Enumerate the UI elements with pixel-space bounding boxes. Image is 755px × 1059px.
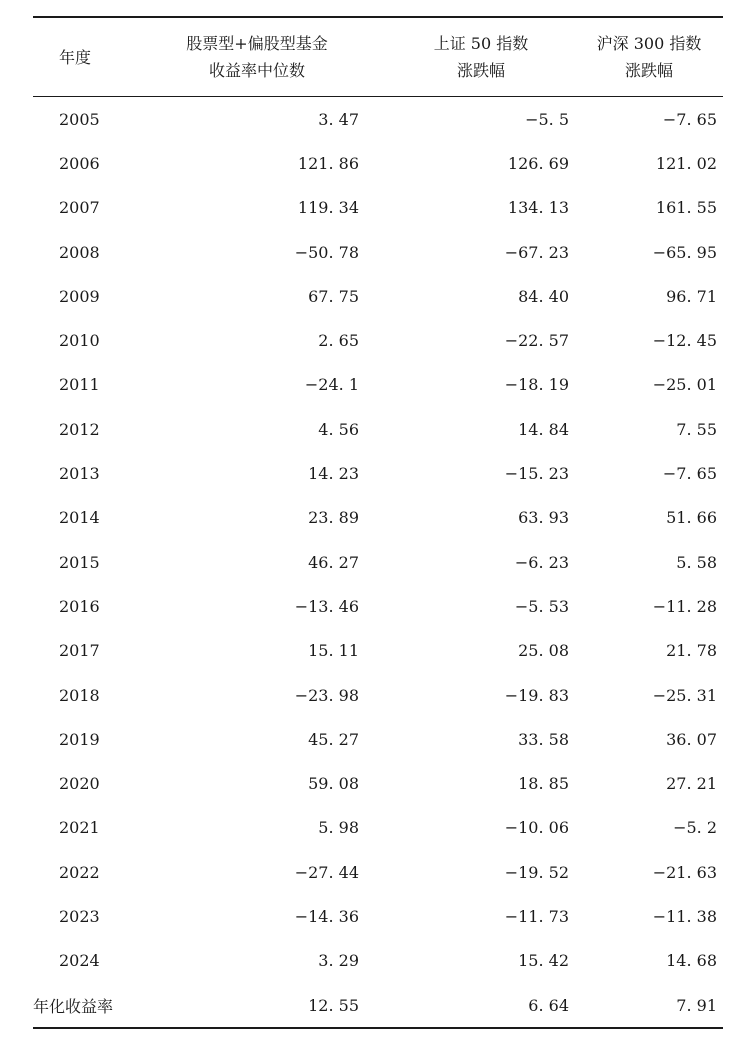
cell-csi300: −65. 95 (652, 242, 717, 262)
cell-sse50: 18. 85 (518, 774, 569, 794)
cell-csi300: 96. 71 (666, 286, 717, 306)
table-row (33, 673, 723, 717)
header-sse50-line2: 涨跌幅 (456, 61, 505, 80)
cell-csi300: −11. 28 (652, 596, 717, 616)
cell-year: 2024 (59, 951, 100, 971)
header-sse50-line1: 上证 50 指数 (433, 34, 529, 53)
table-row (33, 894, 723, 938)
cell-csi300: −7. 65 (662, 109, 717, 129)
cell-sse50: −6. 23 (514, 552, 569, 572)
cell-year: 2008 (59, 242, 100, 262)
cell-fund-median: 121. 86 (297, 153, 359, 173)
header-year-label: 年度 (59, 47, 92, 67)
cell-fund-median: 15. 11 (308, 641, 359, 661)
table-row (33, 939, 723, 983)
table-row (33, 983, 723, 1028)
table-row (33, 407, 723, 451)
cell-sse50: 84. 40 (518, 286, 569, 306)
cell-fund-median: 4. 56 (318, 419, 359, 439)
cell-fund-median: −14. 36 (294, 906, 359, 926)
cell-fund-median: 46. 27 (308, 552, 359, 572)
table-row (33, 318, 723, 362)
cell-fund-median: 14. 23 (308, 464, 359, 484)
header-row (33, 17, 723, 97)
table-row (33, 806, 723, 850)
cell-csi300: −5. 2 (673, 818, 717, 838)
cell-sse50: −15. 23 (504, 464, 569, 484)
cell-fund-median: −23. 98 (294, 685, 359, 705)
table-row (33, 274, 723, 318)
cell-year: 2022 (59, 862, 100, 882)
cell-csi300: 27. 21 (666, 774, 717, 794)
header-sse50 (363, 17, 569, 97)
cell-year: 2013 (59, 464, 100, 484)
cell-year: 2005 (59, 109, 100, 129)
cell-year: 年化收益率 (33, 996, 114, 1016)
cell-year: 2007 (59, 198, 100, 218)
cell-year: 2023 (59, 906, 100, 926)
cell-year: 2012 (59, 419, 100, 439)
cell-csi300: 51. 66 (666, 508, 717, 528)
cell-fund-median: 2. 65 (318, 331, 359, 351)
cell-year: 2019 (59, 729, 100, 749)
cell-sse50: −5. 53 (514, 596, 569, 616)
cell-sse50: 25. 08 (518, 641, 569, 661)
table-row (33, 141, 723, 185)
table-row (33, 186, 723, 230)
cell-fund-median: 23. 89 (308, 508, 359, 528)
cell-csi300: −11. 38 (652, 906, 717, 926)
cell-fund-median: 3. 47 (318, 109, 359, 129)
cell-csi300: −25. 01 (652, 375, 717, 395)
cell-sse50: −11. 73 (504, 906, 569, 926)
cell-fund-median: 5. 98 (318, 818, 359, 838)
table-body (33, 97, 723, 1029)
cell-sse50: 63. 93 (518, 508, 569, 528)
cell-fund-median: 67. 75 (308, 286, 359, 306)
header-fund-median (129, 17, 363, 97)
cell-sse50: −5. 5 (525, 109, 569, 129)
cell-year: 2011 (59, 375, 100, 395)
cell-csi300: 5. 58 (676, 552, 717, 572)
cell-csi300: −7. 65 (662, 464, 717, 484)
cell-fund-median: 45. 27 (308, 729, 359, 749)
cell-year: 2021 (59, 818, 100, 838)
table-row (33, 496, 723, 540)
cell-sse50: 15. 42 (518, 951, 569, 971)
table-row (33, 230, 723, 274)
cell-csi300: 14. 68 (666, 951, 717, 971)
table-row (33, 363, 723, 407)
table-header (33, 17, 723, 97)
table-row (33, 584, 723, 628)
cell-year: 2009 (59, 286, 100, 306)
cell-csi300: −21. 63 (652, 862, 717, 882)
cell-sse50: −22. 57 (504, 331, 569, 351)
cell-csi300: 36. 07 (666, 729, 717, 749)
cell-year: 2014 (59, 508, 100, 528)
cell-fund-median: −27. 44 (294, 862, 359, 882)
header-fund-median-line1: 股票型+偏股型基金 (186, 34, 328, 53)
cell-fund-median: 59. 08 (308, 774, 359, 794)
header-fund-median-line2: 收益率中位数 (208, 61, 305, 80)
cell-fund-median: −13. 46 (294, 596, 359, 616)
table-row (33, 850, 723, 894)
cell-fund-median: −50. 78 (294, 242, 359, 262)
table-row (33, 97, 723, 142)
cell-sse50: 6. 64 (528, 995, 569, 1015)
cell-year: 2015 (59, 552, 100, 572)
cell-sse50: −18. 19 (504, 375, 569, 395)
cell-sse50: −10. 06 (504, 818, 569, 838)
cell-csi300: −12. 45 (652, 331, 717, 351)
table-row (33, 451, 723, 495)
cell-year: 2010 (59, 331, 100, 351)
cell-fund-median: 119. 34 (297, 198, 359, 218)
cell-year: 2017 (59, 641, 100, 661)
cell-sse50: 33. 58 (518, 729, 569, 749)
cell-sse50: 14. 84 (518, 419, 569, 439)
header-csi300-line1: 沪深 300 指数 (596, 34, 702, 53)
cell-sse50: 126. 69 (507, 153, 569, 173)
table-row (33, 717, 723, 761)
cell-csi300: 7. 91 (676, 995, 717, 1015)
cell-fund-median: −24. 1 (304, 375, 359, 395)
fund-index-returns-table (33, 16, 723, 1029)
cell-fund-median: 3. 29 (318, 951, 359, 971)
cell-year: 2018 (59, 685, 100, 705)
header-csi300-line2: 涨跌幅 (624, 61, 673, 80)
cell-csi300: 121. 02 (655, 153, 717, 173)
cell-year: 2020 (59, 774, 100, 794)
cell-sse50: −67. 23 (504, 242, 569, 262)
cell-csi300: 161. 55 (655, 198, 717, 218)
cell-year: 2006 (59, 153, 100, 173)
cell-fund-median: 12. 55 (308, 995, 359, 1015)
header-csi300 (569, 17, 723, 97)
table-row (33, 540, 723, 584)
header-year (33, 17, 129, 97)
returns-table-container (33, 16, 723, 1029)
cell-csi300: 7. 55 (676, 419, 717, 439)
cell-sse50: 134. 13 (507, 198, 569, 218)
table-row (33, 629, 723, 673)
cell-year: 2016 (59, 596, 100, 616)
table-row (33, 761, 723, 805)
cell-sse50: −19. 83 (504, 685, 569, 705)
cell-csi300: −25. 31 (652, 685, 717, 705)
cell-csi300: 21. 78 (666, 641, 717, 661)
cell-sse50: −19. 52 (504, 862, 569, 882)
